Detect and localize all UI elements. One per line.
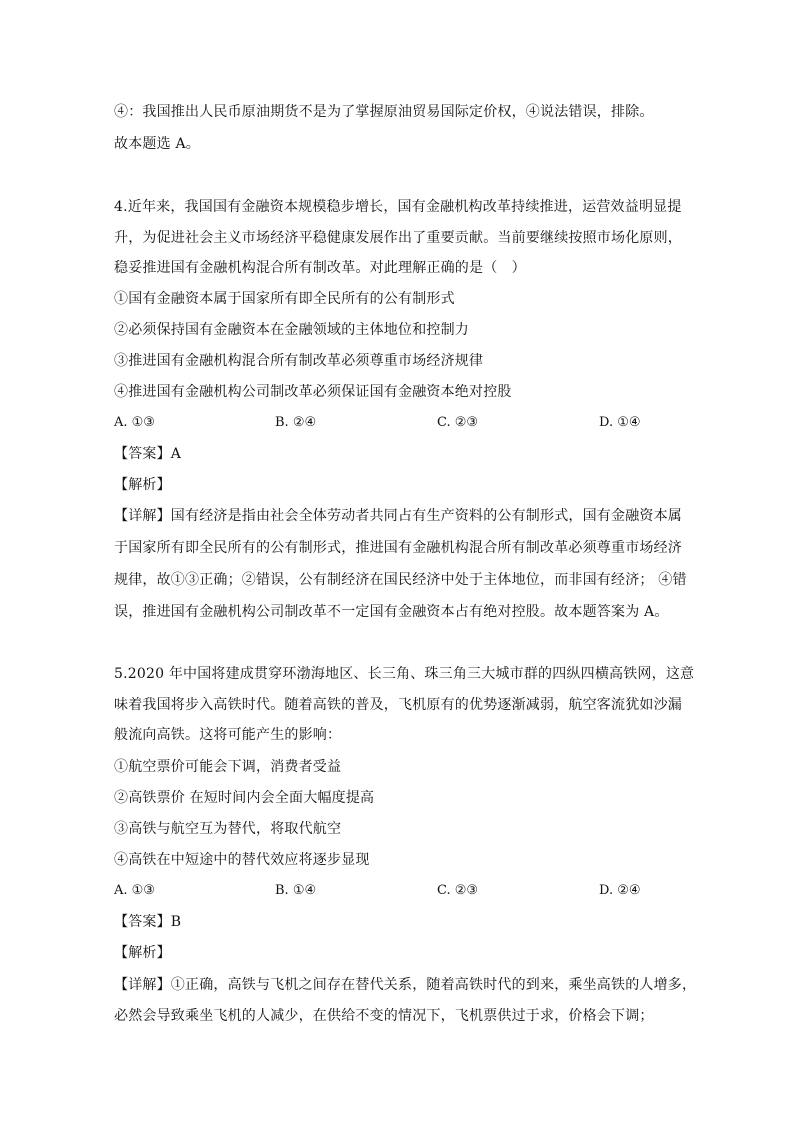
q4-item-3: ③推进国有金融机构混合所有制改革必须尊重市场经济规律 bbox=[114, 353, 484, 369]
q4-item-4: ④推进国有金融机构公司制改革必须保证国有金融资本绝对控股 bbox=[114, 384, 512, 400]
q5-item-3: ③高铁与航空互为替代，将取代航空 bbox=[114, 821, 342, 837]
q5-item-4: ④高铁在中短途中的替代效应将逐步显现 bbox=[114, 852, 370, 868]
q4-option-a: A. ①③ bbox=[114, 415, 155, 430]
q5-option-b: B. ①④ bbox=[275, 883, 317, 898]
q4-stem-line: 4.近年来，我国国有金融资本规模稳步增长，国有金融机构改革持续推进，运营效益明显提 bbox=[114, 199, 682, 215]
q4-detail-line: 于国家所有即全民所有的公有制形式，推进国有金融机构混合所有制改革必须尊重市场经济 bbox=[114, 540, 682, 556]
q4-item-1: ①国有金融资本属于国家所有即全民所有的公有制形式 bbox=[114, 291, 455, 307]
q5-item-1: ①航空票价可能会下调，消费者受益 bbox=[114, 759, 342, 775]
q5-option-c: C. ②③ bbox=[437, 883, 479, 898]
q5-option-a: A. ①③ bbox=[114, 883, 155, 898]
q5-detail-line: 【详解】①正确，高铁与飞机之间存在替代关系，随着高铁时代的到来，乘坐高铁的人增多， bbox=[114, 977, 697, 993]
q4-option-d: D. ①④ bbox=[599, 415, 641, 430]
q5-analysis-heading: 【解析】 bbox=[114, 945, 171, 961]
q4-analysis-heading: 【解析】 bbox=[114, 477, 171, 493]
q5-detail-line: 必然会导致乘坐飞机的人减少，在供给不变的情况下，飞机票供过于求，价格会下调； bbox=[114, 1008, 654, 1024]
q5-answer: 【答案】B bbox=[114, 914, 182, 930]
q4-stem-line: 升，为促进社会主义市场经济平稳健康发展作出了重要贡献。当前要继续按照市场化原则， bbox=[114, 230, 682, 246]
q4-option-c: C. ②③ bbox=[437, 415, 479, 430]
q4-stem-line: 稳妥推进国有金融机构混合所有制改革。对此理解正确的是（ ） bbox=[114, 260, 526, 276]
q5-stem-line: 5.2020 年中国将建成贯穿环渤海地区、长三角、珠三角三大城市群的四纵四横高铁网，这意 bbox=[114, 666, 695, 682]
prev-explanation-line: ④：我国推出人民币原油期货不是为了掌握原油贸易国际定价权，④说法错误，排除。 bbox=[114, 104, 654, 120]
q4-option-b: B. ②④ bbox=[275, 415, 317, 430]
q4-detail-line: 规律，故①③正确；②错误，公有制经济在国民经济中处于主体地位，而非国有经济； ④错 bbox=[114, 572, 687, 588]
q4-detail-line: 误，推进国有金融机构公司制改革不一定国有金融资本占有绝对控股。故本题答案为 A。 bbox=[114, 604, 669, 620]
q4-item-2: ②必须保持国有金融资本在金融领域的主体地位和控制力 bbox=[114, 322, 469, 338]
q5-item-2: ②高铁票价 在短时间内会全面大幅度提高 bbox=[114, 790, 375, 806]
q5-stem-line: 般流向高铁。这将可能产生的影响： bbox=[114, 727, 342, 743]
prev-conclusion-line: 故本题选 A。 bbox=[114, 136, 200, 152]
q4-answer: 【答案】A bbox=[114, 446, 182, 462]
q4-detail-line: 【详解】国有经济是指由社会全体劳动者共同占有生产资料的公有制形式，国有金融资本属 bbox=[114, 508, 682, 524]
q5-option-d: D. ②④ bbox=[599, 883, 641, 898]
q5-stem-line: 味着我国将步入高铁时代。随着高铁的普及，飞机原有的优势逐渐减弱，航空客流犹如沙漏 bbox=[114, 697, 682, 713]
